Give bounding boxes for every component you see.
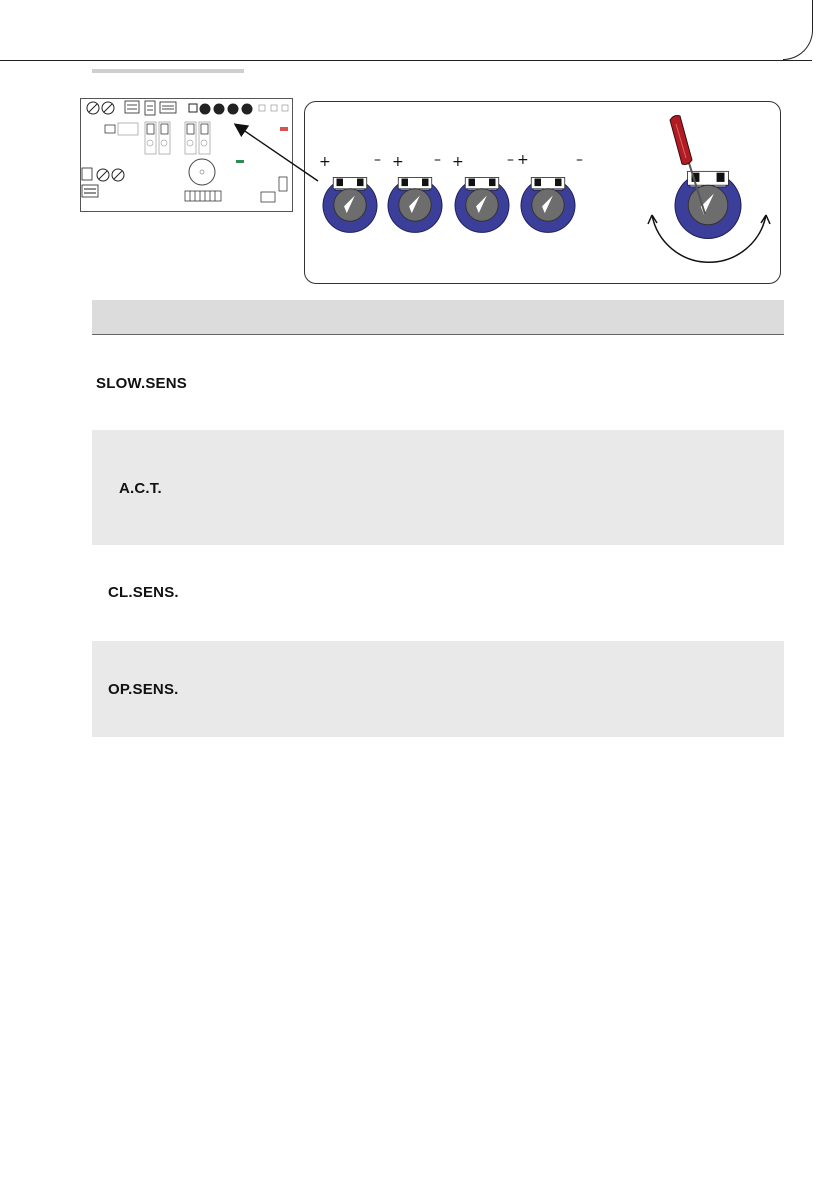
param-label-act: A.C.T. [119,480,162,497]
trimmer-1-minus: – [374,152,381,168]
table-row-op-sens [92,641,784,737]
table-row-slow-sens [92,335,784,430]
pointer-arrow [236,125,318,181]
trimmer-4 [521,177,575,232]
table-row-cl-sens [92,545,784,641]
trimmer-3-minus: – [507,152,514,168]
trimmer-4-plus: + [517,152,529,168]
trimmer-1-plus: + [319,154,331,170]
trimmer-2-plus: + [392,154,404,170]
param-label-slow-sens: SLOW.SENS [96,375,187,392]
trimmer-4-minus: – [576,152,583,168]
trimmer-1 [323,177,377,232]
trimmer-row [323,177,575,232]
trimmer-2 [388,177,442,232]
param-label-op-sens: OP.SENS. [108,681,179,698]
table-row-act [92,430,784,545]
trimmer-large [675,171,741,238]
trimmer-3-plus: + [452,154,464,170]
trimmer-3 [455,177,509,232]
table-header-bar [92,300,784,335]
large-trimmer [675,171,741,238]
param-label-cl-sens: CL.SENS. [108,584,179,601]
trimmer-2-minus: – [434,152,441,168]
